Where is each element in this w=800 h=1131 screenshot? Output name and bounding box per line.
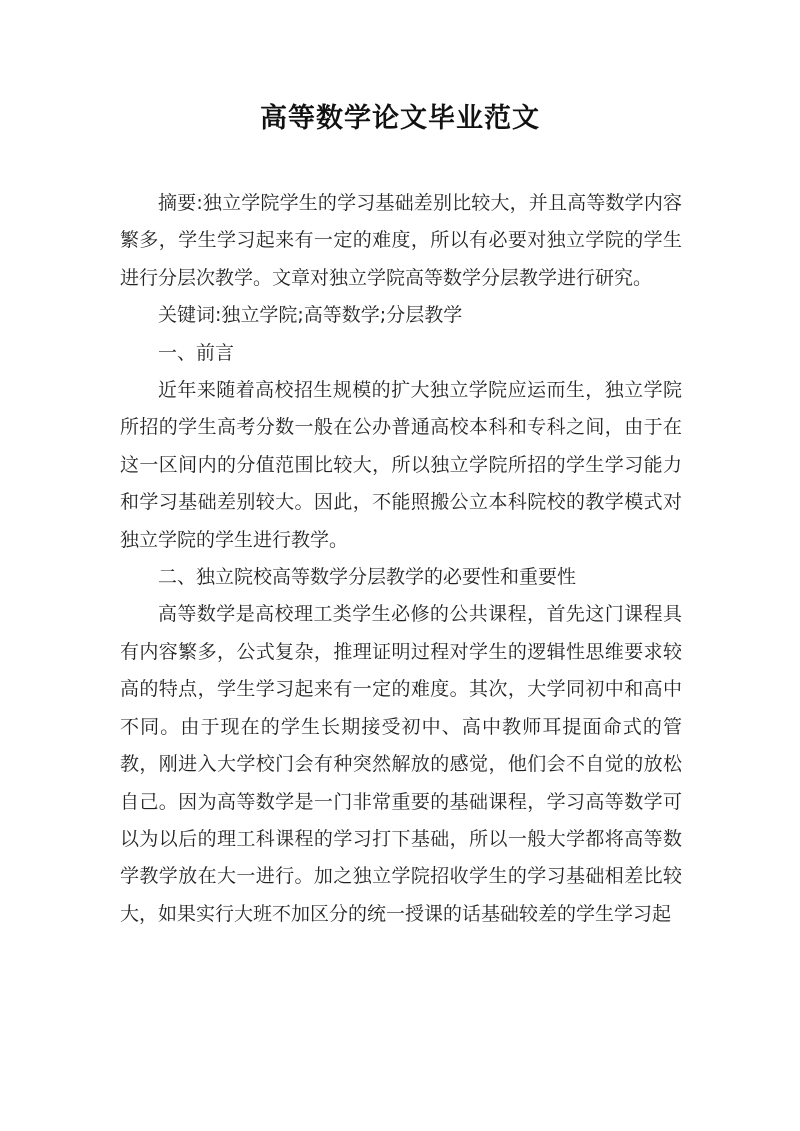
preface-paragraph: 近年来随着高校招生规模的扩大独立学院应运而生，独立学院所招的学生高考分数一般在公办普通高校本科和专科之间，由于在这一区间内的分值范围比较大，所以独立学院所招的学生学习能力和学习基础差别较大。因此，不能照搬公立本科院校的教学模式对独立学院的学生进行教学。 xyxy=(120,379,682,551)
section-heading-preface: 一、前言 xyxy=(158,341,235,364)
document-title: 高等数学论文毕业范文 xyxy=(260,103,540,134)
document-body xyxy=(120,185,682,933)
abstract-paragraph: 摘要:独立学院学生的学习基础差别比较大，并且高等数学内容繁多，学生学习起来有一定的难度，所以有必要对独立学院的学生进行分层次教学。文章对独立学院高等数学分层教学进行研究。 xyxy=(120,192,682,289)
keywords-line: 关键词:独立学院;高等数学;分层教学 xyxy=(158,304,463,327)
necessity-paragraph: 高等数学是高校理工类学生必修的公共课程，首先这门课程具有内容繁多，公式复杂，推理证明过程对学生的逻辑性思维要求较高的特点，学生学习起来有一定的难度。其次，大学同初中和高中不同。由于现在的学生长期接受初中、高中教师耳提面命式的管教，刚进入大学校门会有种突然解放的感觉，他们会不自觉的放松自己。因为高等数学是一门非常重要的基础课程，学习高等数学可以为以后的理工科课程的学习打下基础，所以一般大学都将高等数学教学放在大一进行。加之独立学院招收学生的学习基础相差比较大，如果实行大班不加区分的统一授课的话基础较差的学生学习起 xyxy=(120,603,682,925)
section-heading-necessity: 二、独立院校高等数学分层教学的必要性和重要性 xyxy=(158,566,577,589)
